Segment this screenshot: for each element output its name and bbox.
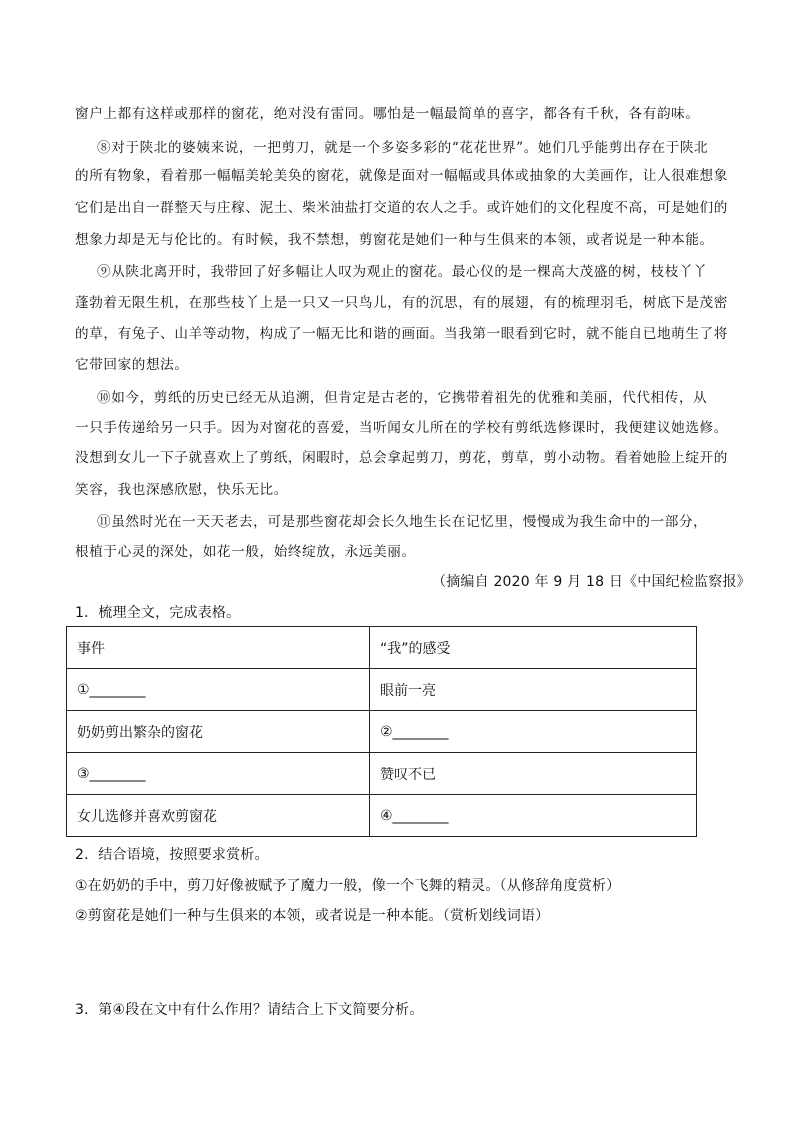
paragraph-9-line: 它带回家的想法。 — [75, 357, 189, 373]
table-header-cell: 事件 — [67, 627, 370, 669]
paragraph-9-line: 蓬勃着无限生机，在那些枝丫上是一只又一只鸟儿，有的沉思，有的展翅，有的梳理羽毛，树底下是茂密 — [75, 295, 728, 311]
table-header-row — [67, 627, 697, 669]
question-2-item: ①在奶奶的手中，剪刀好像被赋予了魔力一般，像一个飞舞的精灵。（从修辞角度赏析） — [75, 878, 621, 894]
table-cell: 奶奶剪出繁杂的窗花 — [67, 711, 370, 753]
table-cell: 女儿选修并喜欢剪窗花 — [67, 795, 370, 837]
table-row — [67, 711, 697, 753]
paragraph-10-line: 一只手传递给另一只手。因为对窗花的喜爱，当听闻女儿所在的学校有剪纸选修课时，我便建议她选修。 — [75, 420, 728, 436]
table-cell[interactable]: ④________ — [370, 795, 697, 837]
paragraph-8-line: 的所有物象，看着那一幅幅美轮美奂的窗花，就像是面对一幅幅或具体或抽象的大美画作，让人很难想象 — [75, 168, 728, 184]
question-3-title: 3．第④段在文中有什么作用？请结合上下文简要分析。 — [75, 1002, 424, 1018]
source-citation: （摘编自 2020 年 9 月 18 日《中国纪检监察报》 — [432, 574, 751, 590]
paragraph-11-line: ⑪虽然时光在一天天老去，可是那些窗花却会长久地生长在记忆里，慢慢成为我生命中的一部分， — [97, 514, 708, 530]
question-2-title: 2．结合语境，按照要求赏析。 — [75, 847, 269, 863]
paragraph-8-line: 想象力却是无与伦比的。有时候，我不禁想，剪窗花是她们一种与生俱来的本领，或者说是一种本能。 — [75, 232, 714, 248]
table-header-cell: “我”的感受 — [370, 627, 697, 669]
paragraph-10-line: 没想到女儿一下子就喜欢上了剪纸，闲暇时，总会拿起剪刀，剪花，剪草，剪小动物。看着她脸上绽开的 — [75, 450, 728, 466]
paragraph-10-line: ⑩如今，剪纸的历史已经无从追溯，但肯定是古老的，它携带着祖先的优雅和美丽，代代相传，从 — [97, 390, 708, 406]
table-cell[interactable]: ③________ — [67, 753, 370, 795]
events-table — [66, 626, 697, 837]
paragraph-9-line: ⑨从陕北离开时，我带回了好多幅让人叹为观止的窗花。最心仪的是一棵高大茂盛的树，枝枝丫丫 — [97, 264, 708, 280]
table-cell[interactable]: ①________ — [67, 669, 370, 711]
table-cell: 眼前一亮 — [370, 669, 697, 711]
table-row — [67, 669, 697, 711]
question-1-title: 1．梳理全文，完成表格。 — [75, 605, 241, 621]
paragraph-10-line: 笑容，我也深感欣慰，快乐无比。 — [75, 482, 288, 498]
table-row — [67, 795, 697, 837]
table-cell: 赞叹不已 — [370, 753, 697, 795]
paragraph-11-line: 根植于心灵的深处，如花一般，始终绽放，永远美丽。 — [75, 544, 416, 560]
question-2-item: ②剪窗花是她们一种与生俱来的本领，或者说是一种本能。（赏析划线词语） — [75, 908, 550, 924]
article-line: 窗户上都有这样或那样的窗花，绝对没有雷同。哪怕是一幅最简单的喜字，都各有千秋，各有韵味。 — [75, 106, 700, 122]
paragraph-8-line: 它们是出自一群整天与庄稼、泥土、柴米油盐打交道的农人之手。或许她们的文化程度不高，可是她们的 — [75, 200, 728, 216]
table-row — [67, 753, 697, 795]
paragraph-8-line: ⑧对于陕北的婆姨来说，一把剪刀，就是一个多姿多彩的“花花世界”。她们几乎能剪出存在于陕北 — [97, 140, 709, 156]
paragraph-9-line: 的草，有兔子、山羊等动物，构成了一幅无比和谐的画面。当我第一眼看到它时，就不能自已地萌生了将 — [75, 326, 728, 342]
table-cell[interactable]: ②________ — [370, 711, 697, 753]
